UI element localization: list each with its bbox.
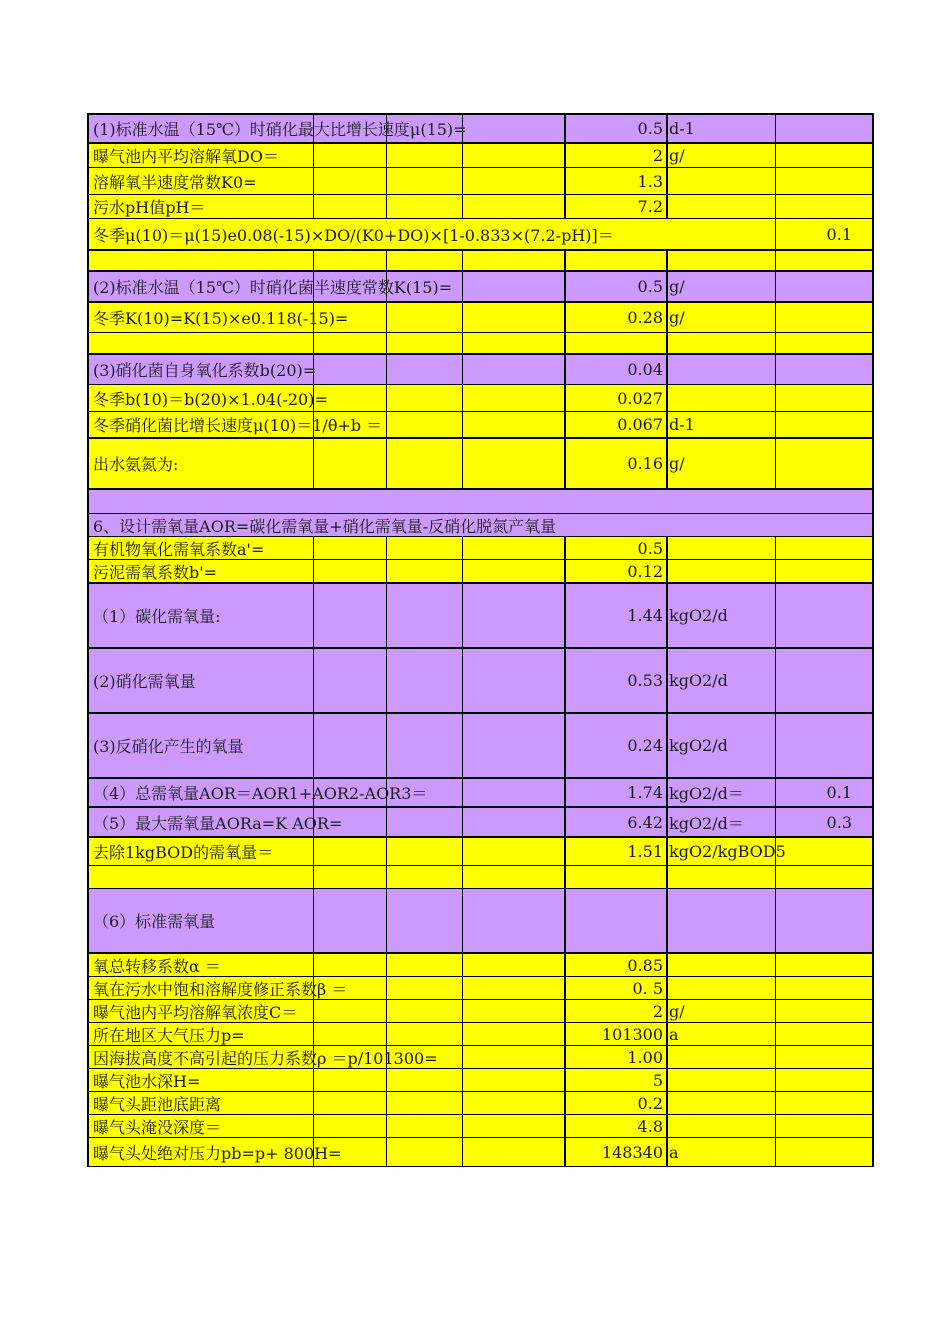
row-value: 1.51 [627, 842, 663, 861]
row-value: 0.027 [617, 388, 663, 408]
row-label: 曝气头淹没深度＝ [93, 1117, 222, 1137]
row-value: 0.16 [627, 454, 663, 473]
row-label: 氧总转移系数α ＝ [93, 956, 221, 976]
row-value [573, 333, 663, 353]
table-row [89, 954, 872, 977]
table-row [89, 537, 872, 560]
table-row [89, 779, 872, 808]
row-value: 1.00 [627, 1047, 663, 1067]
row-unit: kgO2/d [669, 736, 728, 755]
row-label: 冬季硝化菌比增长速度μ(10)＝1/θ+b ＝ [93, 416, 383, 435]
table-row [89, 866, 872, 889]
row-value [573, 866, 663, 888]
spreadsheet-table [87, 113, 874, 1167]
row-value: 7.2 [637, 197, 663, 216]
row-label: （4）总需氧量AOR＝AOR1+AOR2-AOR3＝ [93, 784, 428, 803]
row-label: 曝气池内平均溶解氧浓度C＝ [93, 1002, 298, 1022]
table-row [89, 1069, 872, 1092]
row-label: (1)标准水温（15℃）时硝化最大比增长速度μ(15)= [93, 120, 467, 139]
row-label: 6、设计需氧量AOR=碳化需氧量+硝化需氧量-反硝化脱氮产氧量 [93, 516, 557, 536]
table-row [89, 889, 872, 954]
row-value: 6.42 [627, 812, 663, 832]
row-unit: g/ [669, 277, 685, 296]
row-value: 0.24 [627, 736, 663, 755]
row-value: 0.28 [627, 308, 663, 327]
row-value: 0.5 [637, 119, 663, 138]
row-value: 148340 [601, 1142, 663, 1162]
row-value [573, 490, 663, 513]
row-unit: kgO2/d＝ [669, 813, 744, 833]
row-label: 冬季b(10)＝b(20)×1.04(-20)= [93, 389, 328, 409]
row-value: 0.5 [637, 277, 663, 296]
row-label: (3)硝化菌自身氧化系数b(20)= [93, 361, 317, 380]
row-extra-value: 0.1 [826, 783, 852, 802]
row-value [573, 219, 663, 249]
row-value: 0. 5 [632, 978, 663, 998]
table-row [89, 272, 872, 303]
row-extra-value: 0.3 [826, 812, 852, 832]
row-label: (2)硝化需氧量 [93, 672, 196, 691]
row-unit: g/ [669, 146, 685, 165]
row-unit: kgO2/kgBOD5 [669, 842, 786, 861]
row-value: 0.12 [627, 561, 663, 581]
row-value: 0.067 [617, 415, 663, 434]
table-row [89, 385, 872, 412]
table-row [89, 649, 872, 714]
row-value: 1.44 [627, 606, 663, 625]
row-value [573, 251, 663, 270]
row-label: 冬季μ(10)＝μ(15)e0.08(-15)×DO/(K0+DO)×[1-0.833×(7.2-pH)]＝ [93, 225, 614, 245]
row-value: 101300 [601, 1024, 663, 1044]
row-value: 2 [652, 1001, 663, 1021]
row-unit: kgO2/d [669, 671, 728, 690]
table-row [89, 251, 872, 272]
table-row [89, 1046, 872, 1069]
row-label: （6）标准需氧量 [93, 912, 216, 931]
row-label: (3)反硝化产生的氧量 [93, 737, 244, 756]
row-label: 曝气池水深H= [93, 1071, 201, 1091]
table-row [89, 977, 872, 1000]
row-label: 污水pH值pH＝ [93, 198, 206, 217]
row-value: 0.53 [627, 671, 663, 690]
table-row [89, 195, 872, 219]
row-unit: kgO2/d [669, 606, 728, 625]
table-row [89, 560, 872, 584]
row-label: 去除1kgBOD的需氧量＝ [93, 843, 274, 862]
table-row [89, 514, 872, 537]
row-label: 曝气池内平均溶解氧DO＝ [93, 147, 279, 166]
row-label: (2)标准水温（15℃）时硝化菌半速度常数K(15)= [93, 278, 453, 297]
table-row [89, 115, 872, 144]
table-row [89, 355, 872, 385]
row-value: 2 [652, 146, 663, 165]
row-label: 曝气头距池底距离 [93, 1094, 222, 1114]
row-value: 0.85 [627, 955, 663, 975]
table-row [89, 1023, 872, 1046]
row-label: 冬季K(10)=K(15)×e0.118(-15)= [93, 309, 349, 328]
table-row [89, 1092, 872, 1115]
row-value: 1.3 [637, 171, 663, 191]
row-value: 0.04 [627, 360, 663, 379]
row-unit: kgO2/d＝ [669, 784, 744, 803]
table-row [89, 1115, 872, 1138]
row-label: 溶解氧半速度常数K0= [93, 172, 257, 192]
row-label: 出水氨氮为: [93, 455, 179, 474]
row-unit: d-1 [669, 415, 695, 434]
row-unit: g/ [669, 308, 685, 327]
row-value: 4.8 [637, 1116, 663, 1136]
row-label: 曝气头处绝对压力pb=p+ 800H= [93, 1143, 342, 1163]
table-row [89, 168, 872, 195]
table-row [89, 838, 872, 866]
table-row [89, 439, 872, 490]
row-unit: d-1 [669, 119, 695, 138]
row-label: 污泥需氧系数b'= [93, 562, 218, 582]
table-row [89, 144, 872, 168]
row-value: 1.74 [627, 783, 663, 802]
row-unit: a [669, 1024, 679, 1044]
table-row [89, 808, 872, 838]
row-extra-value: 0.1 [826, 224, 852, 244]
row-label: 有机物氧化需氧系数a'= [93, 539, 265, 559]
table-row [89, 584, 872, 649]
row-label: 所在地区大气压力p= [93, 1025, 245, 1045]
table-row [89, 490, 872, 514]
row-unit: a [669, 1142, 679, 1162]
row-value [573, 514, 663, 536]
table-row [89, 412, 872, 439]
row-label: （1）碳化需氧量: [93, 607, 221, 626]
table-row [89, 219, 872, 251]
table-row [89, 714, 872, 779]
row-unit: g/ [669, 454, 685, 473]
row-unit: g/ [669, 1001, 685, 1021]
row-value: 0.2 [637, 1093, 663, 1113]
row-label: 氧在污水中饱和溶解度修正系数β ＝ [93, 979, 348, 999]
row-value: 0.5 [637, 538, 663, 558]
table-row [89, 333, 872, 355]
row-value [573, 889, 663, 952]
table-row [89, 1138, 872, 1167]
table-row [89, 1000, 872, 1023]
row-label: （5）最大需氧量AORa=K AOR= [93, 813, 343, 833]
table-row [89, 303, 872, 333]
row-label: 因海拔高度不高引起的压力系数ρ ＝p/101300= [93, 1048, 438, 1068]
row-value: 5 [652, 1070, 663, 1090]
